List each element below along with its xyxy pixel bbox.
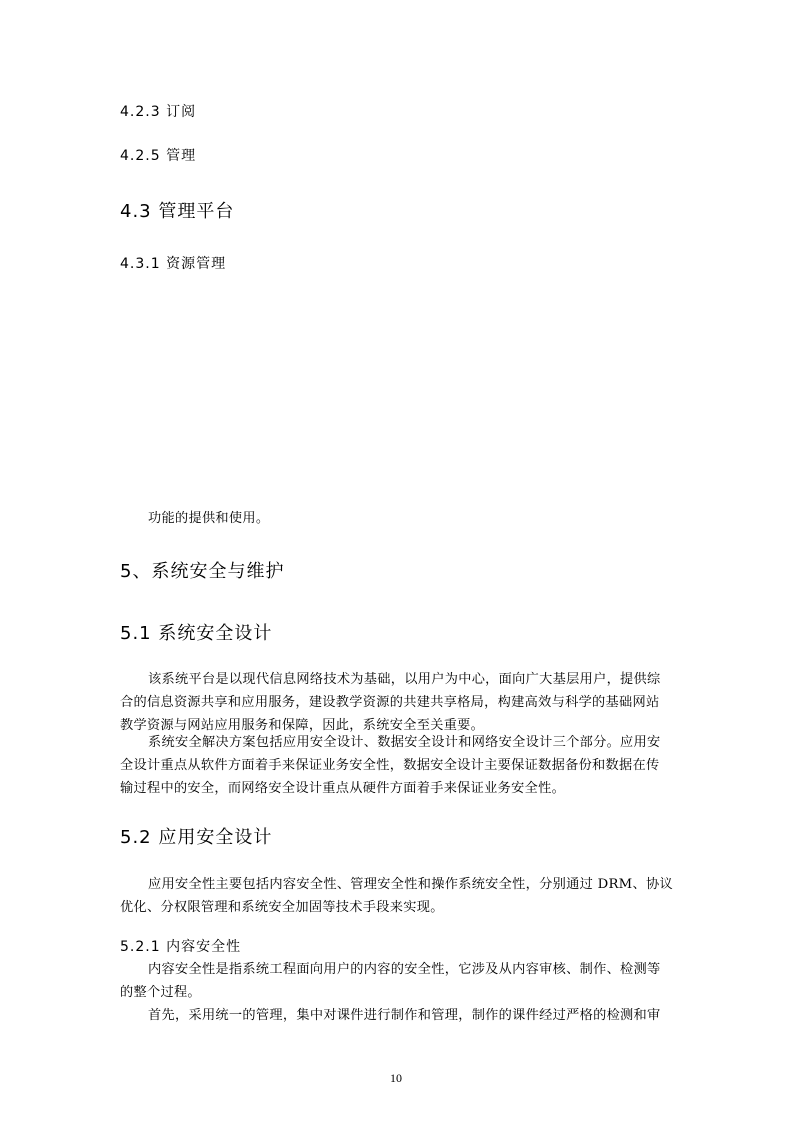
- paragraph-line: 全设计重点从软件方面着手来保证业务安全性，数据安全设计主要保证数据备份和数据在传: [120, 758, 660, 773]
- paragraph-line: 教学资源与网站应用服务和保障，因此，系统安全至关重要。: [120, 718, 485, 733]
- paragraph-line: 首先，采用统一的管理，集中对课件进行制作和管理，制作的课件经过严格的检测和审: [148, 1008, 661, 1023]
- paragraph-line: 合的信息资源共享和应用服务，建设教学资源的共建共享格局，构建高效与科学的基础网站: [120, 695, 660, 710]
- page-number: 10: [390, 1071, 402, 1085]
- heading-5-2: 5.2 应用安全设计: [120, 827, 273, 848]
- heading-4-2-5: 4.2.5 管理: [120, 148, 197, 164]
- paragraph-line: 的整个过程。: [120, 985, 201, 1000]
- paragraph-content-security: [120, 958, 675, 1027]
- paragraph-app-security: [120, 873, 675, 919]
- heading-5-2-1: 5.2.1 内容安全性: [120, 939, 242, 955]
- paragraph-security-solution: [120, 731, 675, 800]
- paragraph-line: 应用安全性主要包括内容安全性、管理安全性和操作系统安全性，分别通过 DRM、协议: [148, 877, 673, 892]
- heading-4-2-3: 4.2.3 订阅: [120, 104, 197, 120]
- paragraph-line: 输过程中的安全，而网络安全设计重点从硬件方面着手来保证业务安全性。: [120, 781, 566, 796]
- paragraph-line: 优化、分权限管理和系统安全加固等技术手段来实现。: [120, 900, 444, 915]
- paragraph-line: 内容安全性是指系统工程面向用户的内容的安全性，它涉及从内容审核、制作、检测等: [148, 962, 661, 977]
- heading-4-3-1: 4.3.1 资源管理: [120, 256, 227, 272]
- paragraph-system-platform: [120, 668, 675, 737]
- heading-4-3: 4.3 管理平台: [120, 201, 235, 222]
- heading-5-1: 5.1 系统安全设计: [120, 623, 273, 644]
- heading-5: 5、系统安全与维护: [120, 561, 285, 582]
- paragraph-line: 系统安全解决方案包括应用安全设计、数据安全设计和网络安全设计三个部分。应用安: [148, 735, 661, 750]
- paragraph-function-usage: 功能的提供和使用。: [148, 511, 270, 526]
- paragraph-line: 该系统平台是以现代信息网络技术为基础，以用户为中心，面向广大基层用户，提供综: [148, 672, 661, 687]
